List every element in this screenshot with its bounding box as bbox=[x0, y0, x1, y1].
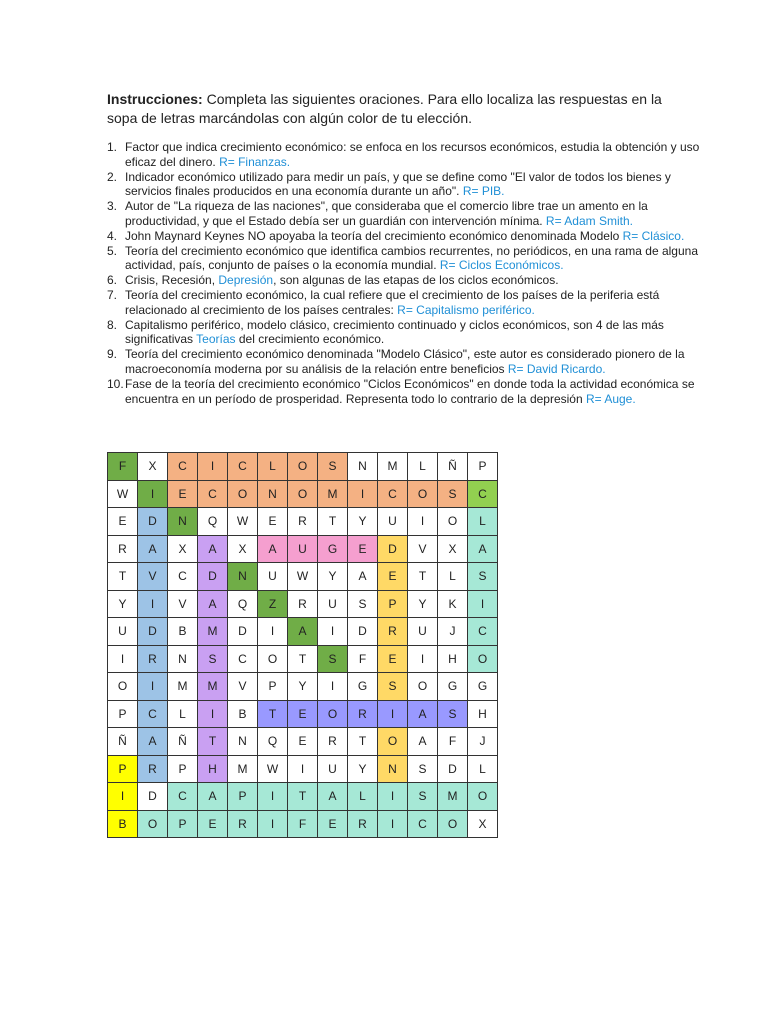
grid-cell[interactable]: X bbox=[438, 535, 468, 563]
grid-cell[interactable]: H bbox=[198, 755, 228, 783]
grid-cell[interactable]: I bbox=[138, 673, 168, 701]
grid-row bbox=[108, 755, 498, 783]
grid-row bbox=[108, 810, 498, 838]
grid-cell[interactable]: M bbox=[198, 673, 228, 701]
grid-cell[interactable]: Q bbox=[228, 590, 258, 618]
question-text: Factor que indica crecimiento económico: se enfoca en los recursos económicos, estudia la obtención y uso eficaz del dinero. bbox=[125, 140, 700, 169]
grid-cell[interactable]: U bbox=[318, 755, 348, 783]
grid-cell[interactable]: L bbox=[438, 563, 468, 591]
grid-cell[interactable]: W bbox=[288, 563, 318, 591]
grid-cell[interactable]: I bbox=[468, 590, 498, 618]
grid-cell[interactable]: U bbox=[108, 618, 138, 646]
grid-cell[interactable]: R bbox=[228, 810, 258, 838]
grid-cell[interactable]: A bbox=[258, 535, 288, 563]
grid-cell[interactable]: C bbox=[168, 453, 198, 481]
question-list bbox=[107, 140, 707, 406]
question-text-after: , son algunas de las etapas de los ciclos económicos. bbox=[273, 273, 559, 288]
grid-cell[interactable]: P bbox=[108, 700, 138, 728]
grid-row bbox=[108, 453, 498, 481]
grid-row bbox=[108, 645, 498, 673]
grid-cell[interactable]: R bbox=[348, 810, 378, 838]
grid-cell[interactable]: Y bbox=[408, 590, 438, 618]
grid-row bbox=[108, 700, 498, 728]
grid-cell[interactable]: U bbox=[318, 590, 348, 618]
grid-row bbox=[108, 535, 498, 563]
grid-cell[interactable]: C bbox=[378, 480, 408, 508]
grid-cell[interactable]: A bbox=[288, 618, 318, 646]
grid-cell[interactable]: P bbox=[168, 810, 198, 838]
grid-cell[interactable]: A bbox=[198, 535, 228, 563]
grid-cell[interactable]: I bbox=[408, 508, 438, 536]
grid-cell[interactable]: D bbox=[378, 535, 408, 563]
grid-cell[interactable]: V bbox=[168, 590, 198, 618]
grid-cell[interactable]: I bbox=[378, 700, 408, 728]
grid-cell[interactable]: T bbox=[288, 645, 318, 673]
grid-cell[interactable]: I bbox=[108, 645, 138, 673]
grid-cell[interactable]: P bbox=[468, 453, 498, 481]
question-text: Indicador económico utilizado para medir un país, y que se define como "El valor de todos los bienes y servicios finales producidos en una economía durante un año". bbox=[125, 169, 671, 199]
grid-cell[interactable]: A bbox=[468, 535, 498, 563]
grid-row bbox=[108, 673, 498, 701]
grid-cell[interactable]: N bbox=[228, 563, 258, 591]
question-answer: R= Clásico. bbox=[622, 228, 685, 243]
question-item bbox=[107, 170, 707, 200]
grid-row bbox=[108, 480, 498, 508]
question-number: 8. bbox=[107, 317, 118, 332]
grid-cell[interactable]: A bbox=[138, 535, 168, 563]
grid-row bbox=[108, 728, 498, 756]
grid-cell[interactable]: O bbox=[438, 508, 468, 536]
grid-cell[interactable]: E bbox=[198, 810, 228, 838]
question-item bbox=[107, 347, 707, 377]
grid-cell[interactable]: T bbox=[108, 563, 138, 591]
grid-cell[interactable]: C bbox=[408, 810, 438, 838]
question-number: 5. bbox=[107, 243, 118, 258]
question-item bbox=[107, 244, 707, 274]
question-item bbox=[107, 199, 707, 229]
grid-cell[interactable]: E bbox=[378, 563, 408, 591]
grid-cell[interactable]: D bbox=[198, 563, 228, 591]
grid-cell[interactable]: O bbox=[258, 645, 288, 673]
question-text: Crisis, Recesión, bbox=[125, 273, 219, 288]
question-number: 4. bbox=[107, 228, 118, 243]
grid-cell[interactable]: I bbox=[198, 700, 228, 728]
grid-cell[interactable]: S bbox=[438, 700, 468, 728]
grid-cell[interactable]: L bbox=[168, 700, 198, 728]
grid-cell[interactable]: N bbox=[228, 728, 258, 756]
grid-cell[interactable]: C bbox=[168, 563, 198, 591]
grid-cell[interactable]: Y bbox=[108, 590, 138, 618]
grid-cell[interactable]: U bbox=[288, 535, 318, 563]
grid-cell[interactable]: M bbox=[318, 480, 348, 508]
grid-cell[interactable]: X bbox=[228, 535, 258, 563]
grid-row bbox=[108, 590, 498, 618]
grid-cell[interactable]: B bbox=[168, 618, 198, 646]
grid-cell[interactable]: N bbox=[258, 480, 288, 508]
question-answer: R= PIB. bbox=[462, 184, 505, 199]
grid-cell[interactable]: W bbox=[108, 480, 138, 508]
grid-cell[interactable]: I bbox=[378, 783, 408, 811]
instructions-label: Instrucciones: bbox=[107, 91, 203, 107]
grid-cell[interactable]: D bbox=[438, 755, 468, 783]
grid-cell[interactable]: I bbox=[198, 453, 228, 481]
grid-cell[interactable]: E bbox=[378, 645, 408, 673]
grid-cell[interactable]: M bbox=[198, 618, 228, 646]
grid-cell[interactable]: S bbox=[348, 590, 378, 618]
grid-cell[interactable]: I bbox=[318, 618, 348, 646]
grid-cell[interactable]: U bbox=[378, 508, 408, 536]
question-number: 6. bbox=[107, 273, 118, 288]
grid-cell[interactable]: S bbox=[378, 673, 408, 701]
grid-cell[interactable]: T bbox=[408, 563, 438, 591]
question-text: Autor de "La riqueza de las naciones", que consideraba que el comercio libre trae un amento en la productividad, y que el Estado debía ser un guardián con intervención mínima. bbox=[125, 199, 648, 228]
question-text: Capitalismo periférico, modelo clásico, crecimiento continuado y ciclos económicos, son 4 de las más significativas bbox=[125, 317, 664, 347]
grid-cell[interactable]: S bbox=[318, 453, 348, 481]
question-item bbox=[107, 140, 707, 170]
grid-cell[interactable]: S bbox=[408, 783, 438, 811]
grid-cell[interactable]: F bbox=[108, 453, 138, 481]
grid-cell[interactable]: R bbox=[138, 645, 168, 673]
grid-cell[interactable]: D bbox=[138, 508, 168, 536]
grid-cell[interactable]: A bbox=[198, 783, 228, 811]
grid-cell[interactable]: Ñ bbox=[168, 728, 198, 756]
question-item bbox=[107, 229, 707, 244]
grid-cell[interactable]: P bbox=[228, 783, 258, 811]
question-number: 9. bbox=[107, 347, 118, 362]
instructions bbox=[107, 90, 677, 128]
grid-cell[interactable]: L bbox=[348, 783, 378, 811]
question-answer: R= Auge. bbox=[585, 391, 636, 406]
document-body bbox=[107, 90, 707, 406]
grid-cell[interactable]: V bbox=[138, 563, 168, 591]
grid-cell[interactable]: Ñ bbox=[438, 453, 468, 481]
grid-cell[interactable]: A bbox=[408, 728, 438, 756]
grid-cell[interactable]: S bbox=[408, 755, 438, 783]
grid-cell[interactable]: U bbox=[258, 563, 288, 591]
question-item bbox=[107, 377, 707, 407]
question-text-after: del crecimiento económico. bbox=[235, 332, 385, 347]
question-answer: Teorías bbox=[196, 332, 236, 347]
grid-cell[interactable]: Y bbox=[348, 508, 378, 536]
grid-cell[interactable]: E bbox=[318, 810, 348, 838]
grid-cell[interactable]: Y bbox=[318, 563, 348, 591]
grid-cell[interactable]: S bbox=[318, 645, 348, 673]
grid-cell[interactable]: P bbox=[108, 755, 138, 783]
grid-row bbox=[108, 618, 498, 646]
grid-cell[interactable]: V bbox=[228, 673, 258, 701]
grid-cell[interactable]: L bbox=[408, 453, 438, 481]
grid-cell[interactable]: I bbox=[258, 810, 288, 838]
grid-cell[interactable]: A bbox=[408, 700, 438, 728]
grid-cell[interactable]: A bbox=[348, 563, 378, 591]
grid-cell[interactable]: B bbox=[228, 700, 258, 728]
grid-cell[interactable]: D bbox=[228, 618, 258, 646]
question-number: 1. bbox=[107, 140, 118, 154]
grid-cell[interactable]: L bbox=[468, 755, 498, 783]
question-item bbox=[107, 288, 707, 318]
grid-cell[interactable]: U bbox=[408, 618, 438, 646]
grid-cell[interactable]: V bbox=[408, 535, 438, 563]
grid-cell[interactable]: R bbox=[108, 535, 138, 563]
grid-cell[interactable]: I bbox=[108, 783, 138, 811]
grid-cell[interactable]: X bbox=[138, 453, 168, 481]
question-answer: R= David Ricardo. bbox=[507, 361, 606, 376]
grid-cell[interactable]: F bbox=[348, 645, 378, 673]
grid-cell[interactable]: G bbox=[468, 673, 498, 701]
grid-cell[interactable]: Q bbox=[258, 728, 288, 756]
grid-cell[interactable]: I bbox=[408, 645, 438, 673]
grid-cell[interactable]: M bbox=[378, 453, 408, 481]
grid-cell[interactable]: O bbox=[108, 673, 138, 701]
grid-cell[interactable]: N bbox=[378, 755, 408, 783]
grid-cell[interactable]: C bbox=[138, 700, 168, 728]
grid-cell[interactable]: P bbox=[168, 755, 198, 783]
grid-cell[interactable]: M bbox=[438, 783, 468, 811]
grid-cell[interactable]: T bbox=[198, 728, 228, 756]
question-number: 7. bbox=[107, 287, 118, 302]
grid-cell[interactable]: A bbox=[198, 590, 228, 618]
grid-cell[interactable]: G bbox=[318, 535, 348, 563]
grid-cell[interactable]: Y bbox=[288, 673, 318, 701]
grid-cell[interactable]: I bbox=[288, 755, 318, 783]
question-answer: R= Finanzas. bbox=[219, 154, 291, 169]
grid-cell[interactable]: R bbox=[318, 728, 348, 756]
question-number: 3. bbox=[107, 199, 118, 214]
question-text: Teoría del crecimiento económico, la cual refiere que el crecimiento de los países de la periferia está relacionado al crecimiento de los países centrales: bbox=[125, 287, 660, 317]
grid-cell[interactable]: C bbox=[228, 645, 258, 673]
grid-cell[interactable]: C bbox=[468, 480, 498, 508]
grid-cell[interactable]: E bbox=[168, 480, 198, 508]
grid-cell[interactable]: I bbox=[138, 480, 168, 508]
grid-cell[interactable]: O bbox=[438, 810, 468, 838]
grid-cell[interactable]: G bbox=[348, 673, 378, 701]
grid-cell[interactable]: W bbox=[258, 755, 288, 783]
grid-cell[interactable]: M bbox=[228, 755, 258, 783]
question-text: Teoría del crecimiento económico denominada "Modelo Clásico", este autor es considerado pionero de la macroeconomía moderna por su análisis de la relación entre beneficios bbox=[125, 347, 685, 376]
grid-cell[interactable]: I bbox=[378, 810, 408, 838]
grid-cell[interactable]: X bbox=[168, 535, 198, 563]
grid-cell[interactable]: C bbox=[468, 618, 498, 646]
grid-cell[interactable]: R bbox=[288, 590, 318, 618]
grid-cell[interactable]: T bbox=[258, 700, 288, 728]
grid-cell[interactable]: D bbox=[348, 618, 378, 646]
grid-cell[interactable]: N bbox=[168, 508, 198, 536]
grid-cell[interactable]: F bbox=[288, 810, 318, 838]
grid-cell[interactable]: Q bbox=[198, 508, 228, 536]
grid-cell[interactable]: E bbox=[288, 728, 318, 756]
grid-cell[interactable]: W bbox=[228, 508, 258, 536]
grid-cell[interactable]: P bbox=[378, 590, 408, 618]
grid-cell[interactable]: T bbox=[318, 508, 348, 536]
grid-cell[interactable]: I bbox=[258, 618, 288, 646]
grid-cell[interactable]: Y bbox=[348, 755, 378, 783]
grid-cell[interactable]: N bbox=[168, 645, 198, 673]
question-answer: R= Adam Smith. bbox=[545, 213, 633, 228]
question-answer: R= Ciclos Económicos. bbox=[439, 258, 564, 273]
grid-cell[interactable]: F bbox=[438, 728, 468, 756]
instructions-text: Completa las siguientes oraciones. Para ello localiza las respuestas en la sopa de letras marcándolas con algún color de tu elección. bbox=[107, 91, 662, 126]
grid-cell[interactable]: O bbox=[318, 700, 348, 728]
question-item bbox=[107, 273, 707, 288]
grid-row bbox=[108, 563, 498, 591]
grid-cell[interactable]: O bbox=[468, 783, 498, 811]
grid-cell[interactable]: O bbox=[408, 480, 438, 508]
grid-cell[interactable]: E bbox=[258, 508, 288, 536]
grid-cell[interactable]: S bbox=[198, 645, 228, 673]
question-item bbox=[107, 318, 707, 348]
grid-cell[interactable]: R bbox=[348, 700, 378, 728]
grid-cell[interactable]: A bbox=[318, 783, 348, 811]
grid-cell[interactable]: C bbox=[198, 480, 228, 508]
grid-cell[interactable]: L bbox=[258, 453, 288, 481]
grid-cell[interactable]: P bbox=[258, 673, 288, 701]
grid-cell[interactable]: O bbox=[138, 810, 168, 838]
grid-cell[interactable]: R bbox=[138, 755, 168, 783]
grid-cell[interactable]: O bbox=[288, 453, 318, 481]
grid-cell[interactable]: O bbox=[378, 728, 408, 756]
grid-row bbox=[108, 783, 498, 811]
question-text: Fase de la teoría del crecimiento económico "Ciclos Económicos" en donde toda la actividad económica se encuentra en un período de prosperidad. Representa todo lo contrario de la depresión bbox=[125, 376, 695, 406]
grid-cell[interactable]: M bbox=[168, 673, 198, 701]
grid-cell[interactable]: X bbox=[468, 810, 498, 838]
grid-cell[interactable]: I bbox=[318, 673, 348, 701]
grid-cell[interactable]: Z bbox=[258, 590, 288, 618]
grid-cell[interactable]: J bbox=[468, 728, 498, 756]
question-number: 10. bbox=[107, 376, 124, 391]
question-text: Teoría del crecimiento económico que identifica cambios recurrentes, no periódicos, en una rama de alguna actividad, país, conjunto de países o la economía mundial. bbox=[125, 243, 698, 273]
grid-cell[interactable]: C bbox=[168, 783, 198, 811]
grid-cell[interactable]: B bbox=[108, 810, 138, 838]
grid-cell[interactable]: T bbox=[348, 728, 378, 756]
grid-cell[interactable]: K bbox=[438, 590, 468, 618]
grid-cell[interactable]: E bbox=[288, 700, 318, 728]
grid-cell[interactable]: Ñ bbox=[108, 728, 138, 756]
grid-cell[interactable]: H bbox=[438, 645, 468, 673]
grid-cell[interactable]: O bbox=[408, 673, 438, 701]
grid-cell[interactable]: I bbox=[348, 480, 378, 508]
grid-cell[interactable]: G bbox=[438, 673, 468, 701]
grid-cell[interactable]: S bbox=[438, 480, 468, 508]
grid-cell[interactable]: N bbox=[348, 453, 378, 481]
grid-cell[interactable]: A bbox=[138, 728, 168, 756]
grid-cell[interactable]: T bbox=[288, 783, 318, 811]
grid-cell[interactable]: L bbox=[468, 508, 498, 536]
grid-cell[interactable]: C bbox=[228, 453, 258, 481]
question-number: 2. bbox=[107, 169, 118, 184]
grid-cell[interactable]: O bbox=[228, 480, 258, 508]
grid-cell[interactable]: R bbox=[288, 508, 318, 536]
grid-cell[interactable]: D bbox=[138, 618, 168, 646]
word-search-grid bbox=[107, 452, 498, 838]
grid-cell[interactable]: S bbox=[468, 563, 498, 591]
grid-row bbox=[108, 508, 498, 536]
grid-cell[interactable]: I bbox=[138, 590, 168, 618]
grid-cell[interactable]: E bbox=[348, 535, 378, 563]
grid-cell[interactable]: R bbox=[378, 618, 408, 646]
grid-cell[interactable]: J bbox=[438, 618, 468, 646]
grid-cell[interactable]: I bbox=[258, 783, 288, 811]
question-answer: Depresión bbox=[218, 273, 274, 288]
grid-cell[interactable]: E bbox=[108, 508, 138, 536]
question-answer: R= Capitalismo periférico. bbox=[397, 302, 535, 317]
grid-cell[interactable]: O bbox=[288, 480, 318, 508]
grid-cell[interactable]: D bbox=[138, 783, 168, 811]
question-text: John Maynard Keynes NO apoyaba la teoría del crecimiento económico denominada Modelo bbox=[125, 228, 623, 243]
grid-cell[interactable]: O bbox=[468, 645, 498, 673]
grid-cell[interactable]: H bbox=[468, 700, 498, 728]
